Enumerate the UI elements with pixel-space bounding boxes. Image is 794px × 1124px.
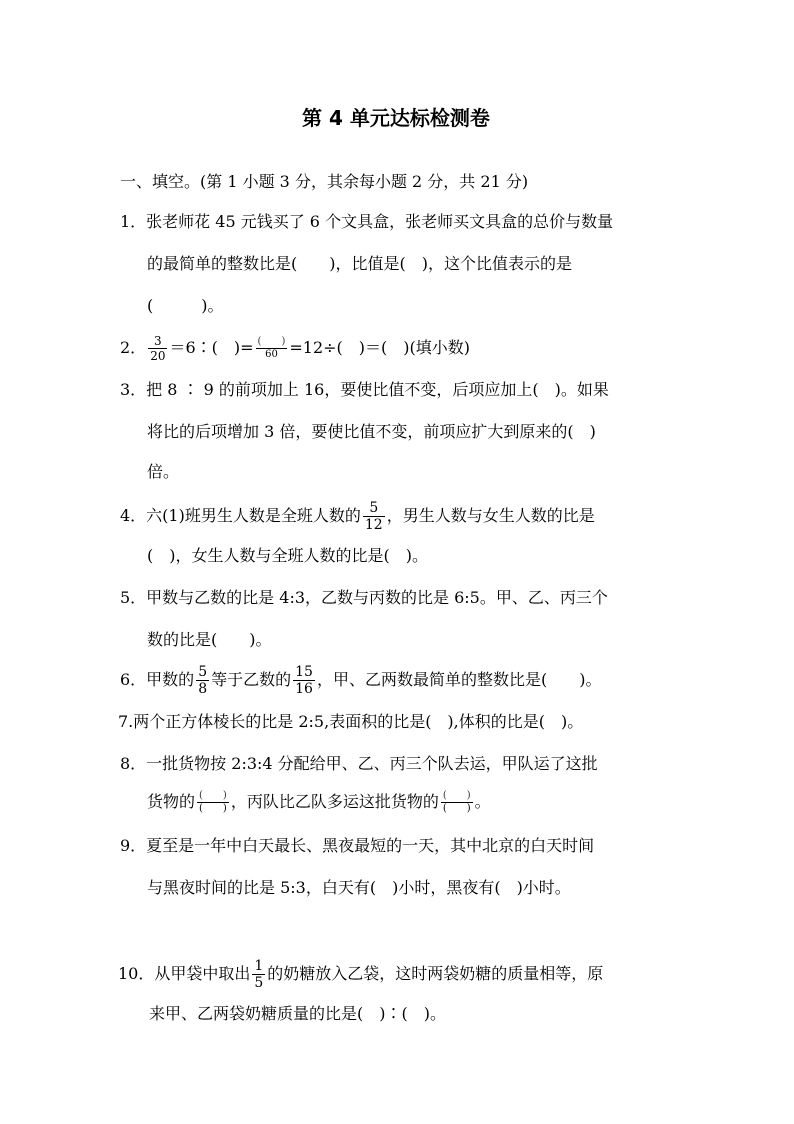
q3-line-1: 3．把 8 ∶ 9 的前项加上 16，要使比值不变，后项应加上( )。如果: [120, 380, 609, 399]
q8-fraction-2: [441, 790, 473, 815]
q8-text-b: ，丙队比乙队多运这批货物的: [230, 792, 439, 811]
q4-fraction: [363, 500, 385, 533]
q4-numerator: 5: [363, 500, 385, 517]
q5-line-1: 5．甲数与乙数的比是 4:3，乙数与丙数的比是 6:5。甲、乙、丙三个: [120, 588, 608, 607]
q6-f2-denominator: 16: [295, 681, 313, 697]
question-2: [120, 334, 470, 363]
q6-fraction-2: [293, 664, 315, 697]
q2-f2-denominator: 60: [265, 349, 278, 360]
q6-f1-denominator: 8: [198, 681, 208, 697]
q2-f1-denominator: 20: [150, 349, 166, 363]
q8-f2-denominator: ( ): [442, 803, 471, 814]
q4-text-a: 4．六(1)班男生人数是全班人数的: [120, 506, 361, 525]
q9-line-2: 与黑夜时间的比是 5:3，白天有( )小时，黑夜有( )小时。: [147, 878, 571, 897]
q6-text-c: ，甲、乙两数最简单的整数比是( )。: [316, 670, 602, 689]
q8-f1-numerator: ( ): [199, 790, 227, 801]
q2-fraction-1: [148, 334, 167, 363]
q8-line-1: 8．一批货物按 2:3:4 分配给甲、乙、丙三个队去运，甲队运了这批: [120, 754, 598, 773]
q10-text-b: 的奶糖放入乙袋，这时两袋奶糖的质量相等，原: [267, 964, 604, 983]
q2-f2-numerator: ( ): [257, 336, 286, 347]
q2-number: 2．: [120, 338, 147, 357]
q3-line-3: 倍。: [147, 462, 180, 481]
q10-line-2: 来甲、乙两袋奶糖质量的比是( )∶( )。: [149, 1004, 446, 1023]
q10-numerator: 1: [254, 958, 264, 974]
q1-line-3: ( )。: [147, 296, 224, 315]
q2-middle: ＝6∶( )=: [169, 338, 254, 357]
q3-line-2: 将比的后项增加 3 倍，要使比值不变，前项应扩大到原来的( ): [147, 422, 596, 441]
q10-text-a: 10．从甲袋中取出: [118, 964, 251, 983]
q6-fraction-1: [196, 664, 209, 697]
q8-fraction-1: [197, 790, 229, 815]
q2-fraction-2: [256, 336, 288, 361]
q1-line-1: 1．张老师花 45 元钱买了 6 个文具盒，张老师买文具盒的总价与数量: [120, 212, 614, 231]
q4-line-1: [120, 500, 595, 533]
q8-f1-denominator: ( ): [199, 803, 227, 814]
page-title: 第 4 单元达标检测卷: [302, 106, 490, 130]
q10-line-1: [118, 958, 603, 991]
q8-text-a: 货物的: [147, 792, 196, 811]
q8-line-2: [147, 790, 491, 815]
q8-f2-numerator: ( ): [442, 790, 471, 801]
q10-fraction: [252, 958, 265, 991]
q2-tail: =12÷( )＝( )(填小数): [289, 338, 470, 357]
q6-f1-numerator: 5: [198, 664, 208, 680]
q4-line-2: ( )，女生人数与全班人数的比是( )。: [147, 546, 428, 565]
q6-text-a: 6．甲数的: [120, 670, 195, 689]
q4-text-b: ，男生人数与女生人数的比是: [386, 506, 595, 525]
section-heading: 一、填空。(第 1 小题 3 分，其余每小题 2 分，共 21 分): [120, 172, 529, 191]
question-7: 7.两个正方体棱长的比是 2:5,表面积的比是( ),体积的比是( )。: [118, 712, 584, 731]
q2-f1-numerator: 3: [148, 334, 167, 349]
q5-line-2: 数的比是( )。: [147, 630, 272, 649]
q1-line-2: 的最简单的整数比是( )，比值是( )，这个比值表示的是: [147, 254, 572, 273]
q4-denominator: 12: [364, 517, 383, 533]
q9-line-1: 9．夏至是一年中白天最长、黑夜最短的一天，其中北京的白天时间: [120, 836, 595, 855]
question-6: [120, 664, 601, 697]
q8-text-c: 。: [474, 792, 491, 811]
q6-f2-numerator: 15: [295, 664, 313, 680]
q10-denominator: 5: [254, 975, 264, 991]
q6-text-b: 等于乙数的: [211, 670, 292, 689]
